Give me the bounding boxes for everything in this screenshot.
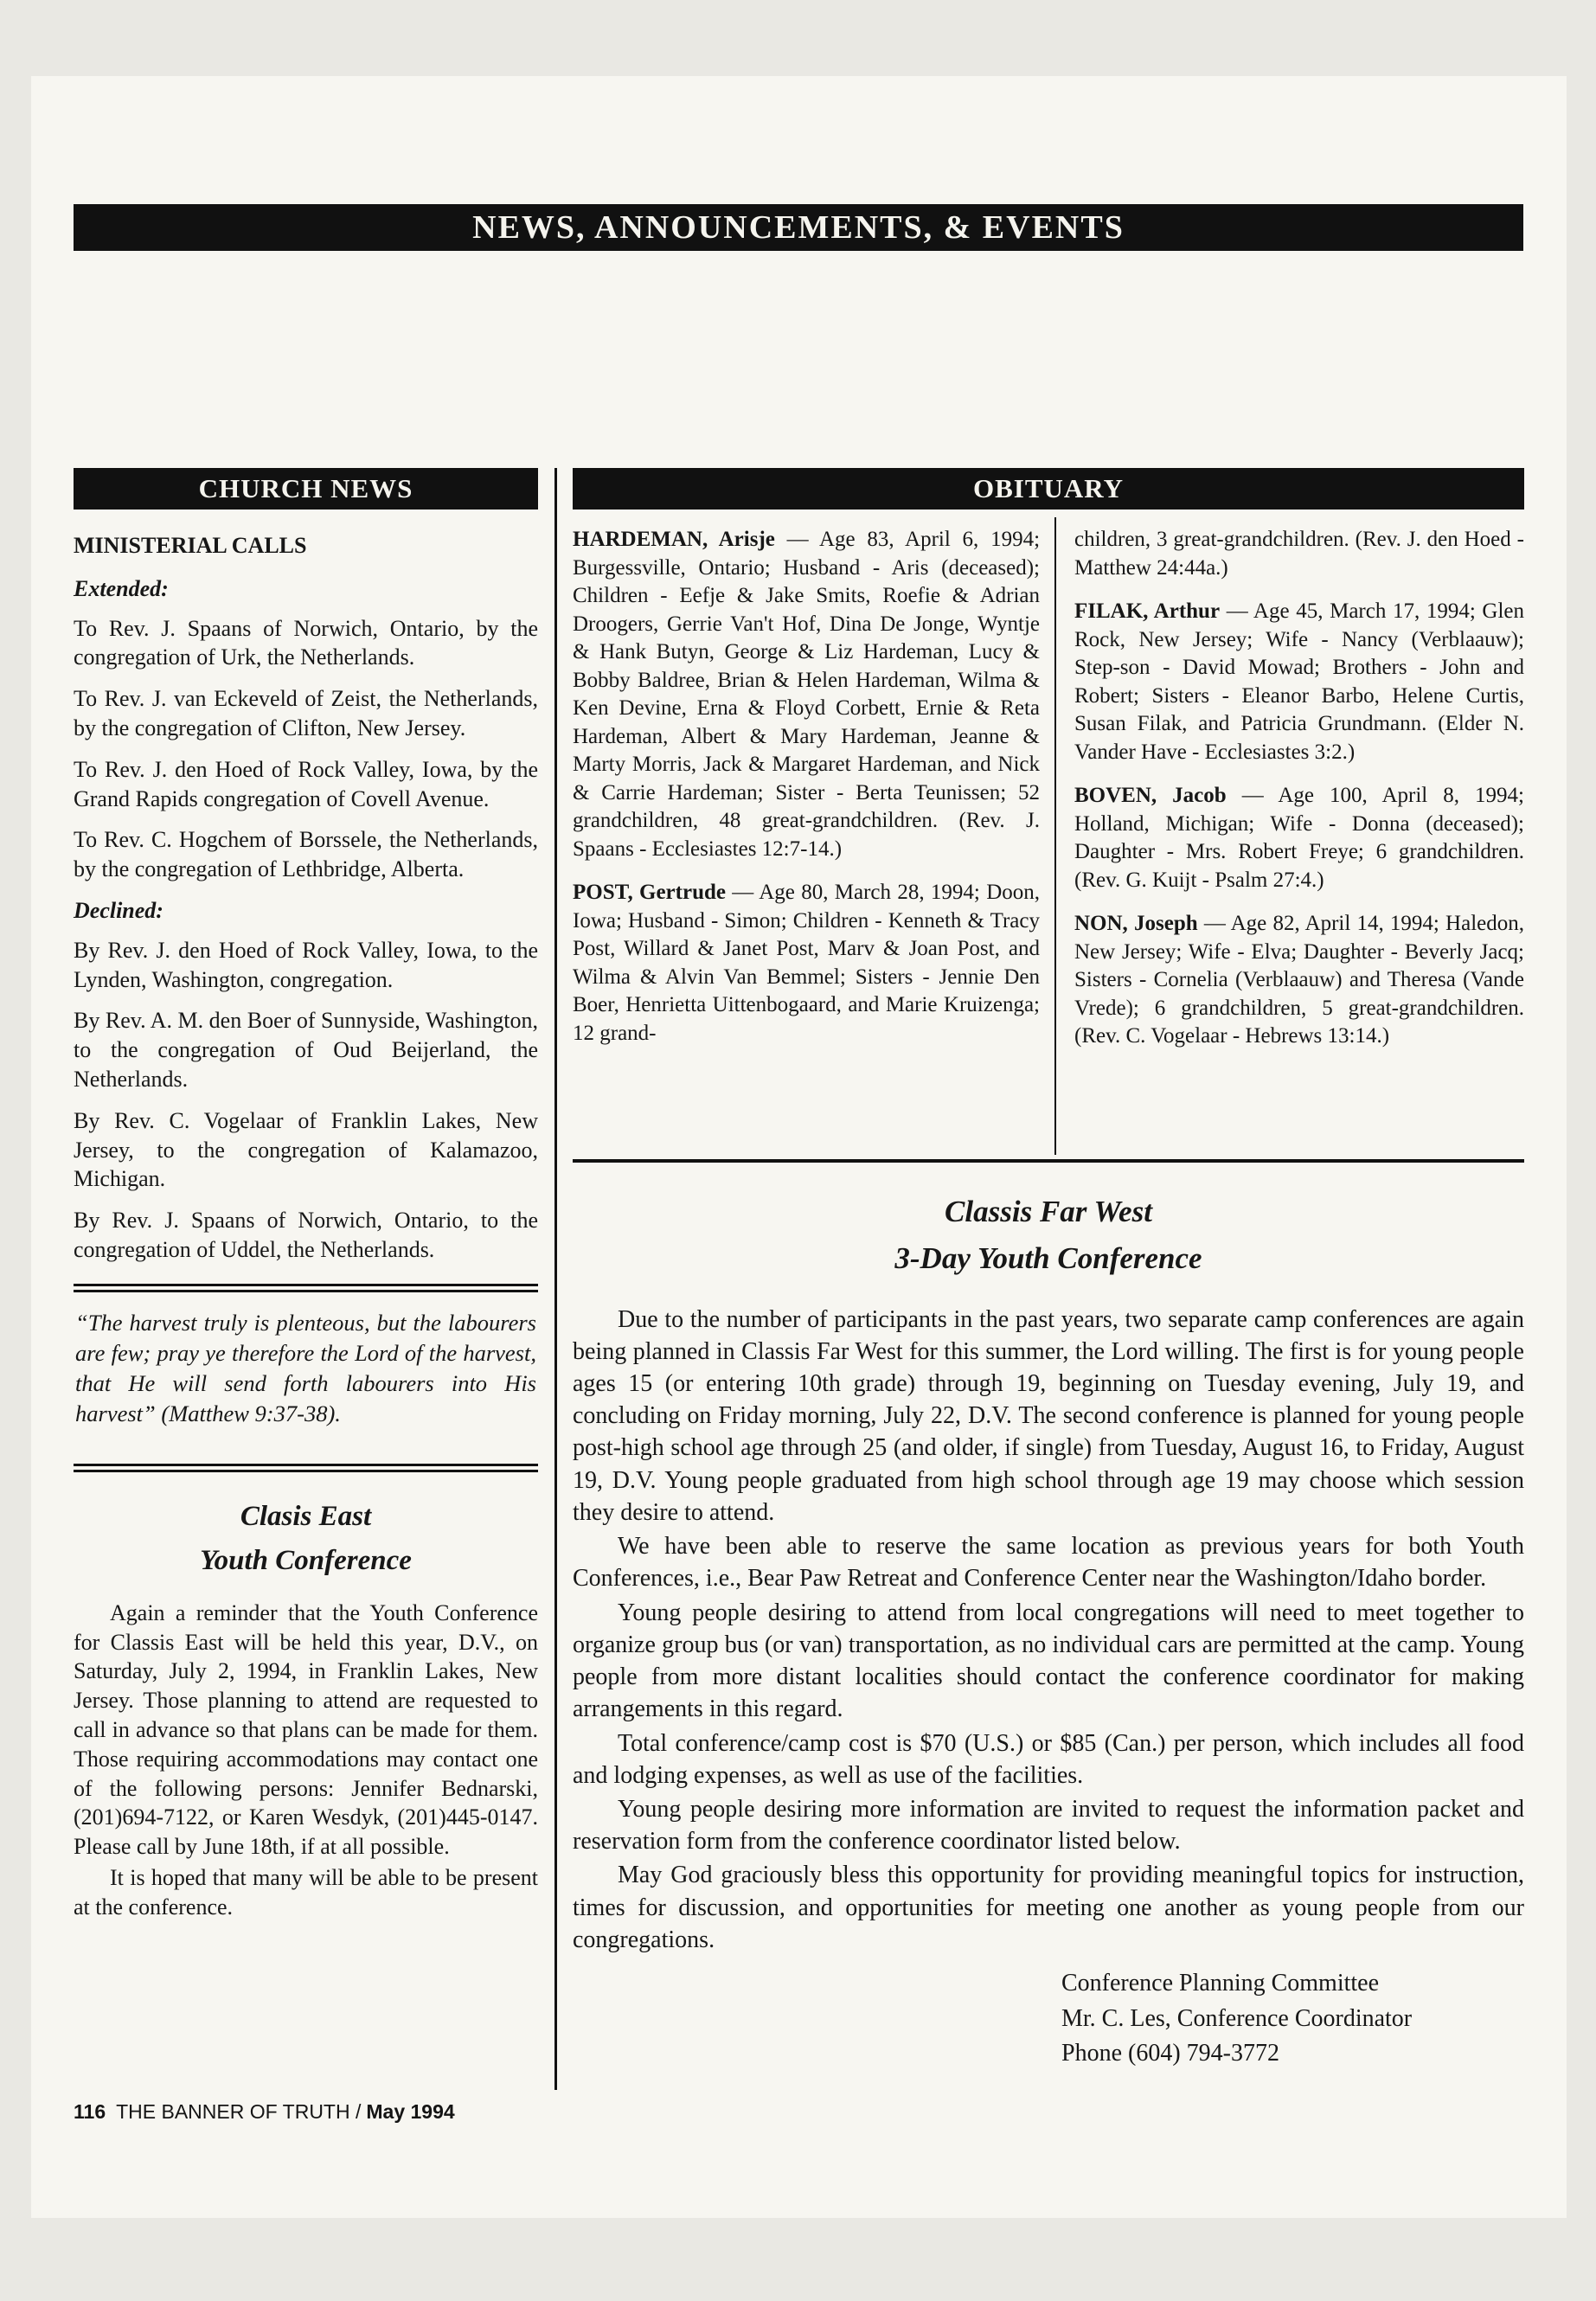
- obituary-entry-hardeman: [573, 526, 1040, 863]
- east-conference-title-line2: Youth Conference: [200, 1544, 412, 1576]
- declined-call-item: By Rev. J. den Hoed of Rock Valley, Iowa, to the Lynden, Washington, congregation.: [74, 937, 538, 992]
- east-conference-paragraph: It is hoped that many will be able to be present at the conference.: [74, 1865, 538, 1920]
- obituary-text: children, 3 great-grandchildren. (Rev. J. den Hoed - Matthew 24:44a.): [1074, 528, 1524, 580]
- far-west-section: [573, 1159, 1524, 2072]
- signature-coordinator: Mr. C. Les, Conference Coordinator: [1061, 2004, 1413, 2032]
- obituary-entry-filak: [1074, 598, 1524, 766]
- east-conference-title-line1: Clasis East: [240, 1500, 372, 1532]
- far-west-paragraph: Total conference/camp cost is $70 (U.S.) or $85 (Can.) per person, which includes all food and lodging expenses, as well as use of the facilities.: [573, 1729, 1524, 1789]
- signature-phone: Phone (604) 794-3772: [1061, 2040, 1279, 2067]
- obituary-column-divider-rule: [1054, 517, 1056, 1155]
- far-west-title: [573, 1189, 1524, 1283]
- footer-issue: May 1994: [366, 2100, 455, 2123]
- obituary-text: — Age 100, April 8, 1994; Holland, Michigan; Wife - Donna (deceased); Daughter - Mrs. Robert Freye; 6 grandchildren. (Rev. G. Kuijt - Psalm 27:4.): [1074, 784, 1524, 892]
- footer-journal-title: THE BANNER OF TRUTH /: [116, 2100, 362, 2123]
- obituary-name: FILAK, Arthur: [1074, 599, 1221, 623]
- church-news-column: [74, 531, 538, 1924]
- footer-page-number: 116: [74, 2100, 106, 2123]
- obituary-text: — Age 45, March 17, 1994; Glen Rock, New Jersey; Wife - Nancy (Verblaauw); Step-son - David Mowad; Brothers - John and Robert; Sisters - Eleanor Barbo, Helene Curtis, Susan Filak, and Patricia Grundmann. (Elder N. Vander Have - Ecclesiastes 3:2.): [1074, 599, 1524, 764]
- far-west-paragraph: Young people desiring more information are invited to request the information packet and reservation form from the conference coordinator listed below.: [573, 1796, 1524, 1856]
- obituary-header: OBITUARY: [573, 468, 1524, 510]
- obituary-name: NON, Joseph: [1074, 912, 1198, 935]
- signature-committee: Conference Planning Committee: [1061, 1970, 1380, 1997]
- scripture-quote: “The harvest truly is plenteous, but the labourers are few; pray ye therefore the Lord of the harvest, that He will send forth labourers into His harvest” (Matthew 9:37-38).: [75, 1309, 536, 1426]
- ministerial-calls-title: MINISTERIAL CALLS: [74, 533, 307, 558]
- signature-block: [573, 1966, 1524, 2072]
- east-conference-title: [74, 1495, 538, 1583]
- obituary-entry-continuation: [1074, 526, 1524, 582]
- far-west-paragraph: May God graciously bless this opportunity for providing meaningful topics for instruction, times for discussion, and opportunities for meeting one another as young people from our congregations.: [573, 1862, 1524, 1953]
- far-west-paragraph: Due to the number of participants in the past years, two separate camp conferences are again being planned in Classis Far West for this summer, the Lord willing. The first is for young people ages 15 (or entering 10th grade) through 19, beginning on Tuesday evening, July 19, and concluding on Friday morning, July 22, D.V. The second conference is planned for young people post-high school age through 25 (and older, if single) from Tuesday, August 16, to Friday, August 19, D.V. Young people graduated from high school through age 19 may choose which session they desire to attend.: [573, 1305, 1524, 1526]
- column-divider-rule: [554, 468, 557, 2090]
- declined-label: Declined:: [74, 897, 163, 923]
- obituary-text: — Age 82, April 14, 1994; Haledon, New Jersey; Wife - Elva; Daughter - Beverly Jacq; Sisters - Cornelia (Verblaauw) and Theresa (Vande Vrede); 6 grandchildren, 5 great-grandchildren. (Rev. C. Vogelaar - Hebrews 13:14.): [1074, 912, 1524, 1048]
- extended-call-item: To Rev. C. Hogchem of Borssele, the Netherlands, by the congregation of Lethbridge, Alberta.: [74, 827, 538, 882]
- far-west-paragraph: We have been able to reserve the same location as previous years for both Youth Conferences, i.e., Bear Paw Retreat and Conference Center near the Washington/Idaho border.: [573, 1533, 1524, 1593]
- obituary-name: POST, Gertrude: [573, 881, 726, 904]
- obituary-text: — Age 80, March 28, 1994; Doon, Iowa; Husband - Simon; Children - Kenneth & Tracy Post, Willard & Janet Post, Marv & Joan Post, and Wilma & Alvin Van Bemmel; Sisters - Jennie Den Boer, Henrietta Uittenbogaard, and Marie Kruizenga; 12 grand-: [573, 881, 1040, 1045]
- page-footer: [74, 2100, 455, 2124]
- declined-call-item: By Rev. A. M. den Boer of Sunnyside, Washington, to the congregation of Oud Beijerland, the Netherlands.: [74, 1008, 538, 1092]
- obituary-name: BOVEN, Jacob: [1074, 784, 1227, 807]
- extended-label: Extended:: [74, 575, 169, 601]
- declined-call-item: By Rev. J. Spaans of Norwich, Ontario, to the congregation of Uddel, the Netherlands.: [74, 1208, 538, 1262]
- obituary-text: — Age 83, April 6, 1994; Burgessville, Ontario; Husband - Aris (deceased); Children - Eefje & Jake Smits, Roefie & Adrian Droogers, Gerrie Van't Hof, Dina De Jonge, Wyntje & Hank Butyn, George & Liz Hardeman, Lucy & Bobby Baldree, Brian & Helen Hardeman, Wilma & Ken Devine, Erna & Floyd Corbett, Ernie & Reta Hardeman, Albert & Mary Hardeman, Jeanne & Marty Morris, Jack & Margaret Hardeman, and Nick & Carrie Hardeman; Sister - Berta Teunissen; 52 grandchildren, 48 great-grandchildren. (Rev. J. Spaans - Ecclesiastes 12:7-14.): [573, 528, 1041, 861]
- east-conference-paragraph: Again a reminder that the Youth Conference for Classis East will be held this year, D.V., on Saturday, July 2, 1994, in Franklin Lakes, New Jersey. Those planning to attend are requested to call in advance so that plans can be made for them. Those requiring accommodations may contact one of the following persons: Jennifer Bednarski, (201)694-7122, or Karen Wesdyk, (201)445-0147. Please call by June 18th, if at all possible.: [74, 1599, 538, 1860]
- obituary-entry-boven: [1074, 782, 1524, 894]
- extended-call-item: To Rev. J. Spaans of Norwich, Ontario, by the congregation of Urk, the Netherlands.: [74, 615, 538, 670]
- church-news-header: CHURCH NEWS: [74, 468, 538, 510]
- obituary-entry-non: [1074, 910, 1524, 1051]
- far-west-paragraph: Young people desiring to attend from local congregations will need to meet together to organize group bus (or van) transportation, as no individual cars are permitted at the camp. Young people from more distant localities should contact the conference coordinator for making arrangements in this regard.: [573, 1599, 1524, 1723]
- extended-call-item: To Rev. J. van Eckeveld of Zeist, the Netherlands, by the congregation of Clifton, New Jersey.: [74, 686, 538, 740]
- obituary-name: HARDEMAN, Arisje: [573, 528, 775, 551]
- declined-call-item: By Rev. C. Vogelaar of Franklin Lakes, New Jersey, to the congregation of Kalamazoo, Michigan.: [74, 1107, 538, 1192]
- double-rule-bottom: [74, 1464, 538, 1472]
- obituary-column-2: [1074, 526, 1524, 1067]
- extended-call-item: To Rev. J. den Hoed of Rock Valley, Iowa, by the Grand Rapids congregation of Covell Avenue.: [74, 756, 538, 811]
- far-west-title-line2: 3-Day Youth Conference: [894, 1241, 1202, 1276]
- news-announcements-banner: NEWS, ANNOUNCEMENTS, & EVENTS: [74, 204, 1523, 251]
- obituary-column-1: [573, 526, 1040, 1063]
- double-rule-top: [74, 1284, 538, 1292]
- far-west-title-line1: Classis Far West: [945, 1195, 1152, 1228]
- obituary-entry-post: [573, 879, 1040, 1048]
